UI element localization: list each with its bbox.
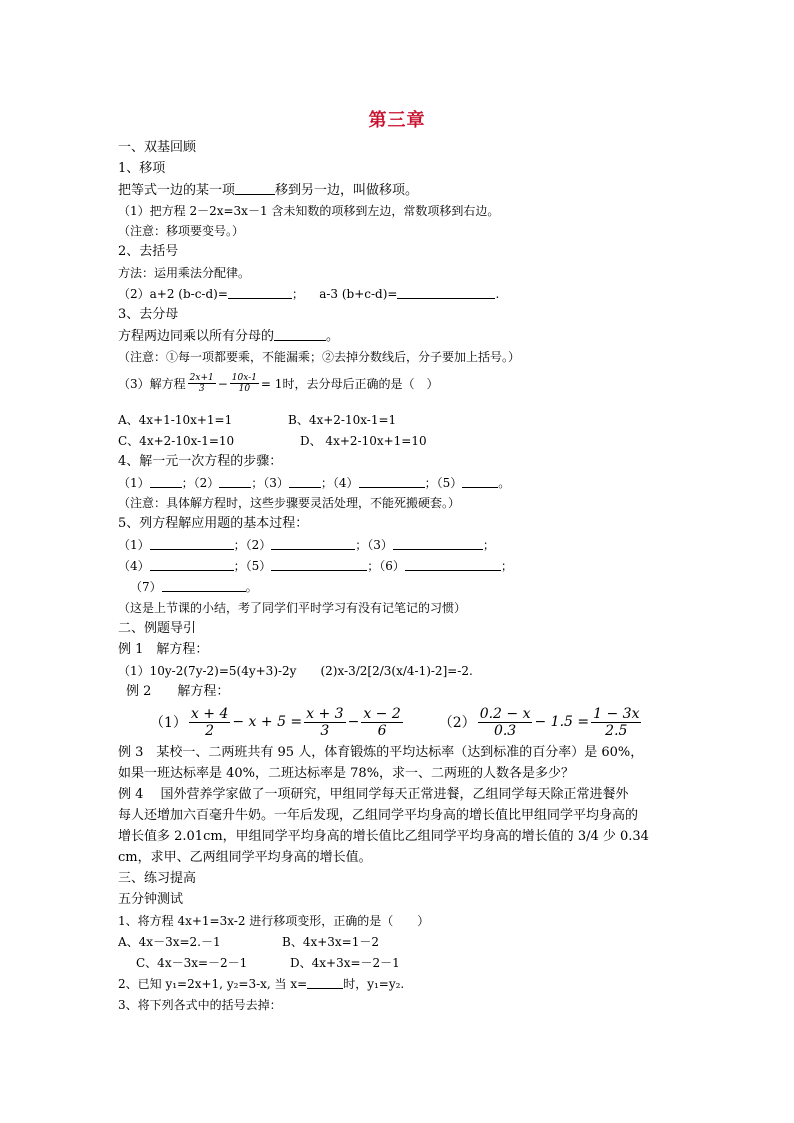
subsection-heading: 3、去分母 <box>118 307 179 322</box>
eq-label: （1） <box>150 715 187 731</box>
numerator: 10x-1 <box>231 373 257 383</box>
denominator: 6 <box>377 722 387 739</box>
steps-line <box>118 474 510 492</box>
option-d: D、 4x+2-10x+1=10 <box>300 434 427 448</box>
text: （1） <box>118 476 150 490</box>
question-line: （3）解方程 $\frac{2x+1}{3}$ − $\frac{10x-1}{10}$ = 1 时，去分母后正确的是（ ） <box>118 373 439 394</box>
text: ； <box>291 287 304 301</box>
option-d: D、4x+3x=－2－1 <box>290 956 400 970</box>
text: ；（5） <box>424 476 463 490</box>
section-heading: 三、练习提高 <box>118 871 197 886</box>
note-line: （注意：具体解方程时，这些步骤要灵活处理，不能死搬硬套。） <box>118 496 461 510</box>
example-3-line: 如果一班达标率是 40%，二班达标率是 78%，求一、二两班的人数各是多少？ <box>118 766 575 781</box>
process-line <box>118 536 495 554</box>
option-a: A、4x－3x=2.－1 <box>118 935 221 949</box>
text: （3）解方程 <box>118 376 186 391</box>
denominator: 2 <box>205 722 215 739</box>
example-4-line: 增长值多 2.01cm，甲组同学平均身高的增长值比乙组同学平均身高的增长值的 3/4 少 0.34 <box>118 829 649 844</box>
text: ；（2） <box>181 476 220 490</box>
option-c: C、4x+2-10x-1=10 <box>118 434 235 448</box>
subsection-heading: 1、移项 <box>118 161 166 176</box>
text: ；（5） <box>233 559 272 573</box>
denominator: 2.5 <box>605 722 628 739</box>
example-equations: （1）10y-2(7y-2)=5(4y+3)-2y (2)x-3/2[2/3(x/4-1)-2]=-2. <box>118 664 473 678</box>
example-4-line: 每人还增加六百毫升牛奶。一年后发现，乙组同学平均身高的增长值比甲组同学平均身高的 <box>118 808 639 823</box>
fill-blank <box>462 474 498 488</box>
section-heading: 一、双基回顾 <box>118 140 197 155</box>
option-b: B、4x+3x=1－2 <box>282 935 380 949</box>
text: （7） <box>130 580 162 594</box>
text: 移到另一边，叫做移项。 <box>275 183 419 198</box>
numerator: x − 2 <box>363 705 401 722</box>
denominator: 0.3 <box>493 722 517 739</box>
text: 把等式一边的某一项 <box>118 183 236 198</box>
fraction <box>304 706 345 739</box>
denominator: 3 <box>198 384 205 394</box>
note-line: （注意：移项要变号。） <box>118 224 245 238</box>
text: 方程两边同乘以所有分母的 <box>118 329 275 344</box>
fill-blank <box>271 536 355 550</box>
example-4-line: 例 4 国外营养学家做了一项研究，甲组同学每天正常进餐，乙组同学每天除正常进餐外 <box>118 787 629 802</box>
option-c: C、4x－3x=－2－1 <box>136 956 248 970</box>
fill-blank <box>235 181 275 195</box>
subsection-heading: 2、去括号 <box>118 244 179 259</box>
numerator: x + 4 <box>190 705 229 722</box>
test-question <box>118 975 404 993</box>
definition-line <box>118 327 339 346</box>
text: ； <box>482 538 495 552</box>
example-4-line: cm，求甲、乙两组同学平均身高的增长值。 <box>118 850 372 865</box>
text: ；（3） <box>355 538 393 552</box>
definition-line <box>118 181 418 200</box>
fill-blank <box>307 975 343 989</box>
expression: − x + 5 = <box>232 714 303 730</box>
question-line: （2）a+2 (b-c-d)= ； a-3 (b+c-d)= . <box>118 287 500 301</box>
text: 2、已知 y₁=2x+1, y₂=3-x, 当 x= <box>118 977 308 991</box>
text: ；（6） <box>367 559 405 573</box>
fraction <box>230 373 259 394</box>
subsection-heading: 4、解一元一次方程的步骤： <box>118 454 283 469</box>
text: ； <box>500 559 513 573</box>
fill-blank <box>150 474 182 488</box>
fill-blank <box>397 285 495 299</box>
numerator: 0.2 − x <box>479 705 531 722</box>
chapter-title: 第三章 <box>368 110 426 131</box>
fill-blank <box>359 474 425 488</box>
fill-blank <box>271 557 367 571</box>
fill-blank <box>405 557 501 571</box>
example-title: 例 1 解方程： <box>118 642 209 657</box>
example-3-line: 例 3 某校一、二两班共有 95 人，体育锻炼的平均达标率（达到标准的百分率）是 60%， <box>118 745 644 760</box>
text: = 1 <box>260 376 283 391</box>
operator: − <box>347 714 360 730</box>
text: 时，去分母后正确的是（ ） <box>282 376 439 391</box>
text: 。 <box>498 476 511 490</box>
method-line: 方法：运用乘法分配律。 <box>118 266 251 280</box>
fill-blank <box>289 474 321 488</box>
subsection-heading: 5、列方程解应用题的基本过程： <box>118 516 309 531</box>
fill-blank <box>162 578 246 592</box>
text: 。 <box>326 329 340 344</box>
summary-line: （这是上节课的小结，考了同学们平时学习有没有记笔记的习惯） <box>118 601 467 615</box>
fill-blank <box>219 474 251 488</box>
numerator: x + 3 <box>306 705 344 722</box>
numerator: 1 − 3x <box>593 705 640 722</box>
process-line <box>130 578 258 596</box>
fill-blank <box>274 327 326 341</box>
text: ；（4） <box>320 476 359 490</box>
denominator: 10 <box>238 384 251 394</box>
example-2-equations <box>150 700 643 744</box>
fill-blank <box>228 285 292 299</box>
expression: − 1.5 = <box>534 714 590 730</box>
fill-blank <box>150 536 234 550</box>
section-heading: 二、例题导引 <box>118 621 197 636</box>
eq-label: （2） <box>438 715 476 731</box>
text: ；（3） <box>251 476 289 490</box>
denominator: 3 <box>320 722 330 739</box>
note-line: （注意：①每一项都要乘，不能漏乘；②去掉分数线后，分子要加上括号。） <box>118 350 521 364</box>
text: 时，y₁=y₂. <box>343 977 405 991</box>
text: a-3 (b+c-d)= <box>319 287 398 301</box>
numerator: 2x+1 <box>189 373 214 383</box>
test-question: 3、将下列各式中的括号去掉： <box>118 998 282 1012</box>
example-title: 例 2 解方程： <box>126 684 230 699</box>
fraction <box>189 706 230 739</box>
text: （2）a+2 (b-c-d)= <box>118 287 228 301</box>
process-line <box>118 557 513 575</box>
option-a: A、4x+1-10x+1=1 <box>118 413 233 427</box>
text: ；（2） <box>233 538 272 552</box>
fraction <box>591 706 641 739</box>
option-b: B、4x+2-10x-1=1 <box>288 413 397 427</box>
text: 。 <box>245 580 258 594</box>
fraction <box>361 706 402 739</box>
test-question: 1、将方程 4x+1=3x-2 进行移项变形，正确的是（ ） <box>118 914 430 928</box>
fraction <box>188 373 216 394</box>
question-line: （1）把方程 2－2x=3x－1 含未知数的项移到左边，常数项移到右边。 <box>118 204 500 218</box>
subsection-heading: 五分钟测试 <box>118 892 184 907</box>
fill-blank <box>150 557 234 571</box>
fill-blank <box>393 536 483 550</box>
fraction <box>478 706 533 739</box>
text: （1） <box>118 538 150 552</box>
text: （4） <box>118 559 150 573</box>
